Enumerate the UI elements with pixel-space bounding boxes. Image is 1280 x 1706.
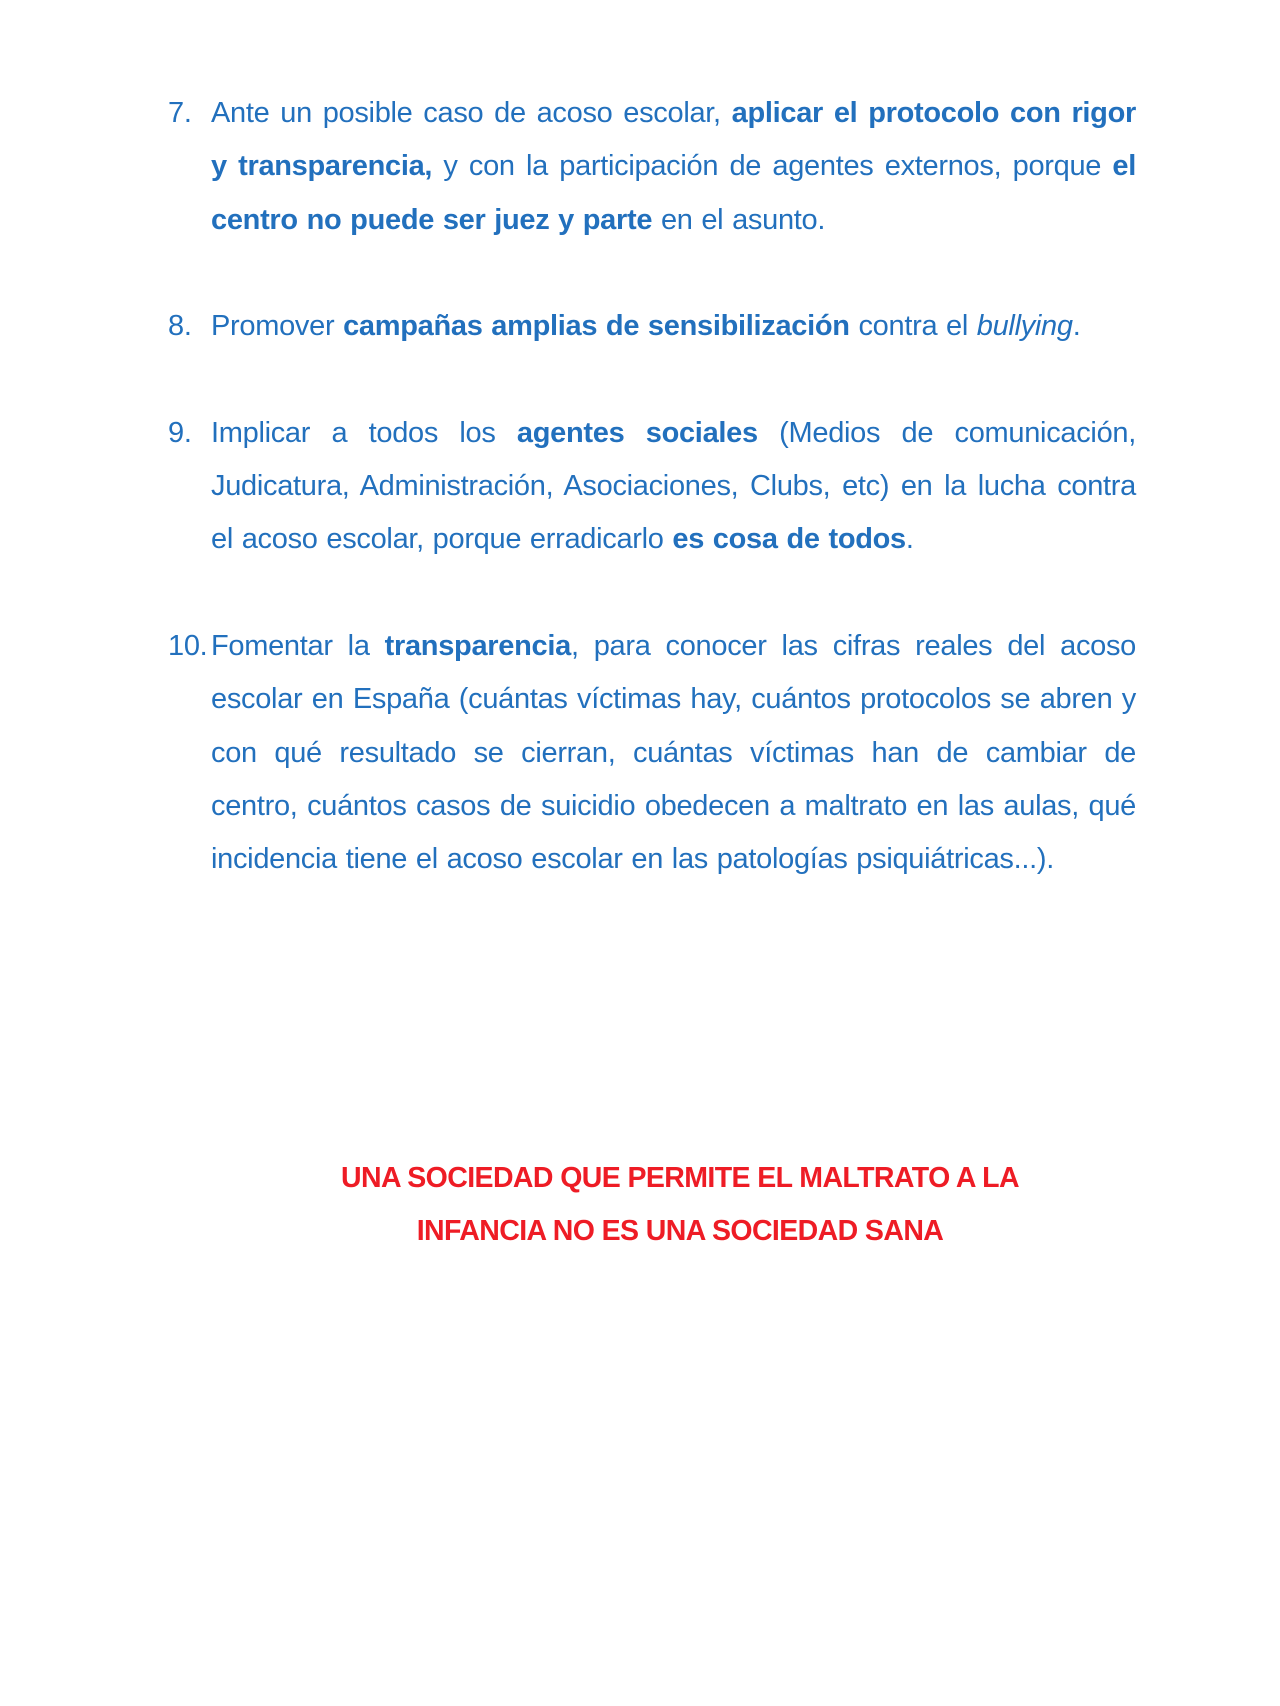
recommendations-list — [168, 87, 1136, 940]
item-number: 8. — [168, 310, 192, 343]
item-number: 10. — [168, 629, 208, 662]
closing-line-1: UNA SOCIEDAD QUE PERMITE EL MALTRATO A LA — [341, 1162, 1019, 1194]
bold-segment: transparencia — [384, 629, 571, 662]
item-text — [211, 310, 1080, 342]
item-text — [211, 417, 1136, 556]
bold-segment: agentes sociales — [516, 416, 758, 449]
bold-segment: el centro no puede ser juez y parte — [211, 150, 1136, 236]
text-segment: Ante un posible caso de acoso escolar, — [211, 97, 732, 129]
list-item-7 — [168, 87, 1136, 247]
item-text — [211, 97, 1136, 236]
list-item-9 — [168, 407, 1136, 567]
text-segment: contra el — [849, 310, 977, 343]
text-segment: y con la participación de agentes externos, porque — [432, 150, 1113, 183]
list-item-10 — [168, 620, 1136, 886]
closing-line-2: INFANCIA NO ES UNA SOCIEDAD SANA — [416, 1215, 944, 1248]
item-text — [211, 630, 1136, 875]
text-segment: en el asunto. — [652, 203, 826, 236]
text-segment: Promover — [211, 310, 344, 343]
item-number: 7. — [168, 97, 192, 129]
italic-segment: bullying — [976, 310, 1073, 343]
text-segment: , para conocer las cifras reales del acoso escolar en España (cuántas víctimas hay, cuántos protocolos se abren y con qué resultado se cierran, cuántas víctimas han de cambiar de centro, cuántos casos de suicidio obedecen a maltrato en las aulas, qué incidencia tiene el acoso escolar en las patologías psiquiátricas...). — [211, 629, 1137, 876]
bold-segment: campañas amplias de sensibilización — [343, 310, 850, 343]
closing-statement — [240, 1152, 1120, 1259]
text-segment: Fomentar la — [211, 629, 385, 662]
text-segment: . — [905, 523, 914, 556]
text-segment: Implicar a todos los — [211, 416, 517, 449]
text-segment: . — [1072, 310, 1081, 343]
list-item-8 — [168, 300, 1136, 353]
item-number: 9. — [168, 416, 192, 449]
text-segment: (Medios de comunicación, Judicatura, Administración, Asociaciones, Clubs, etc) en la lucha contra el acoso escolar, porque erradicarlo — [211, 416, 1136, 556]
bold-segment: aplicar el protocolo con rigor y transparencia, — [211, 97, 1137, 183]
bold-segment: es cosa de todos — [672, 523, 906, 556]
